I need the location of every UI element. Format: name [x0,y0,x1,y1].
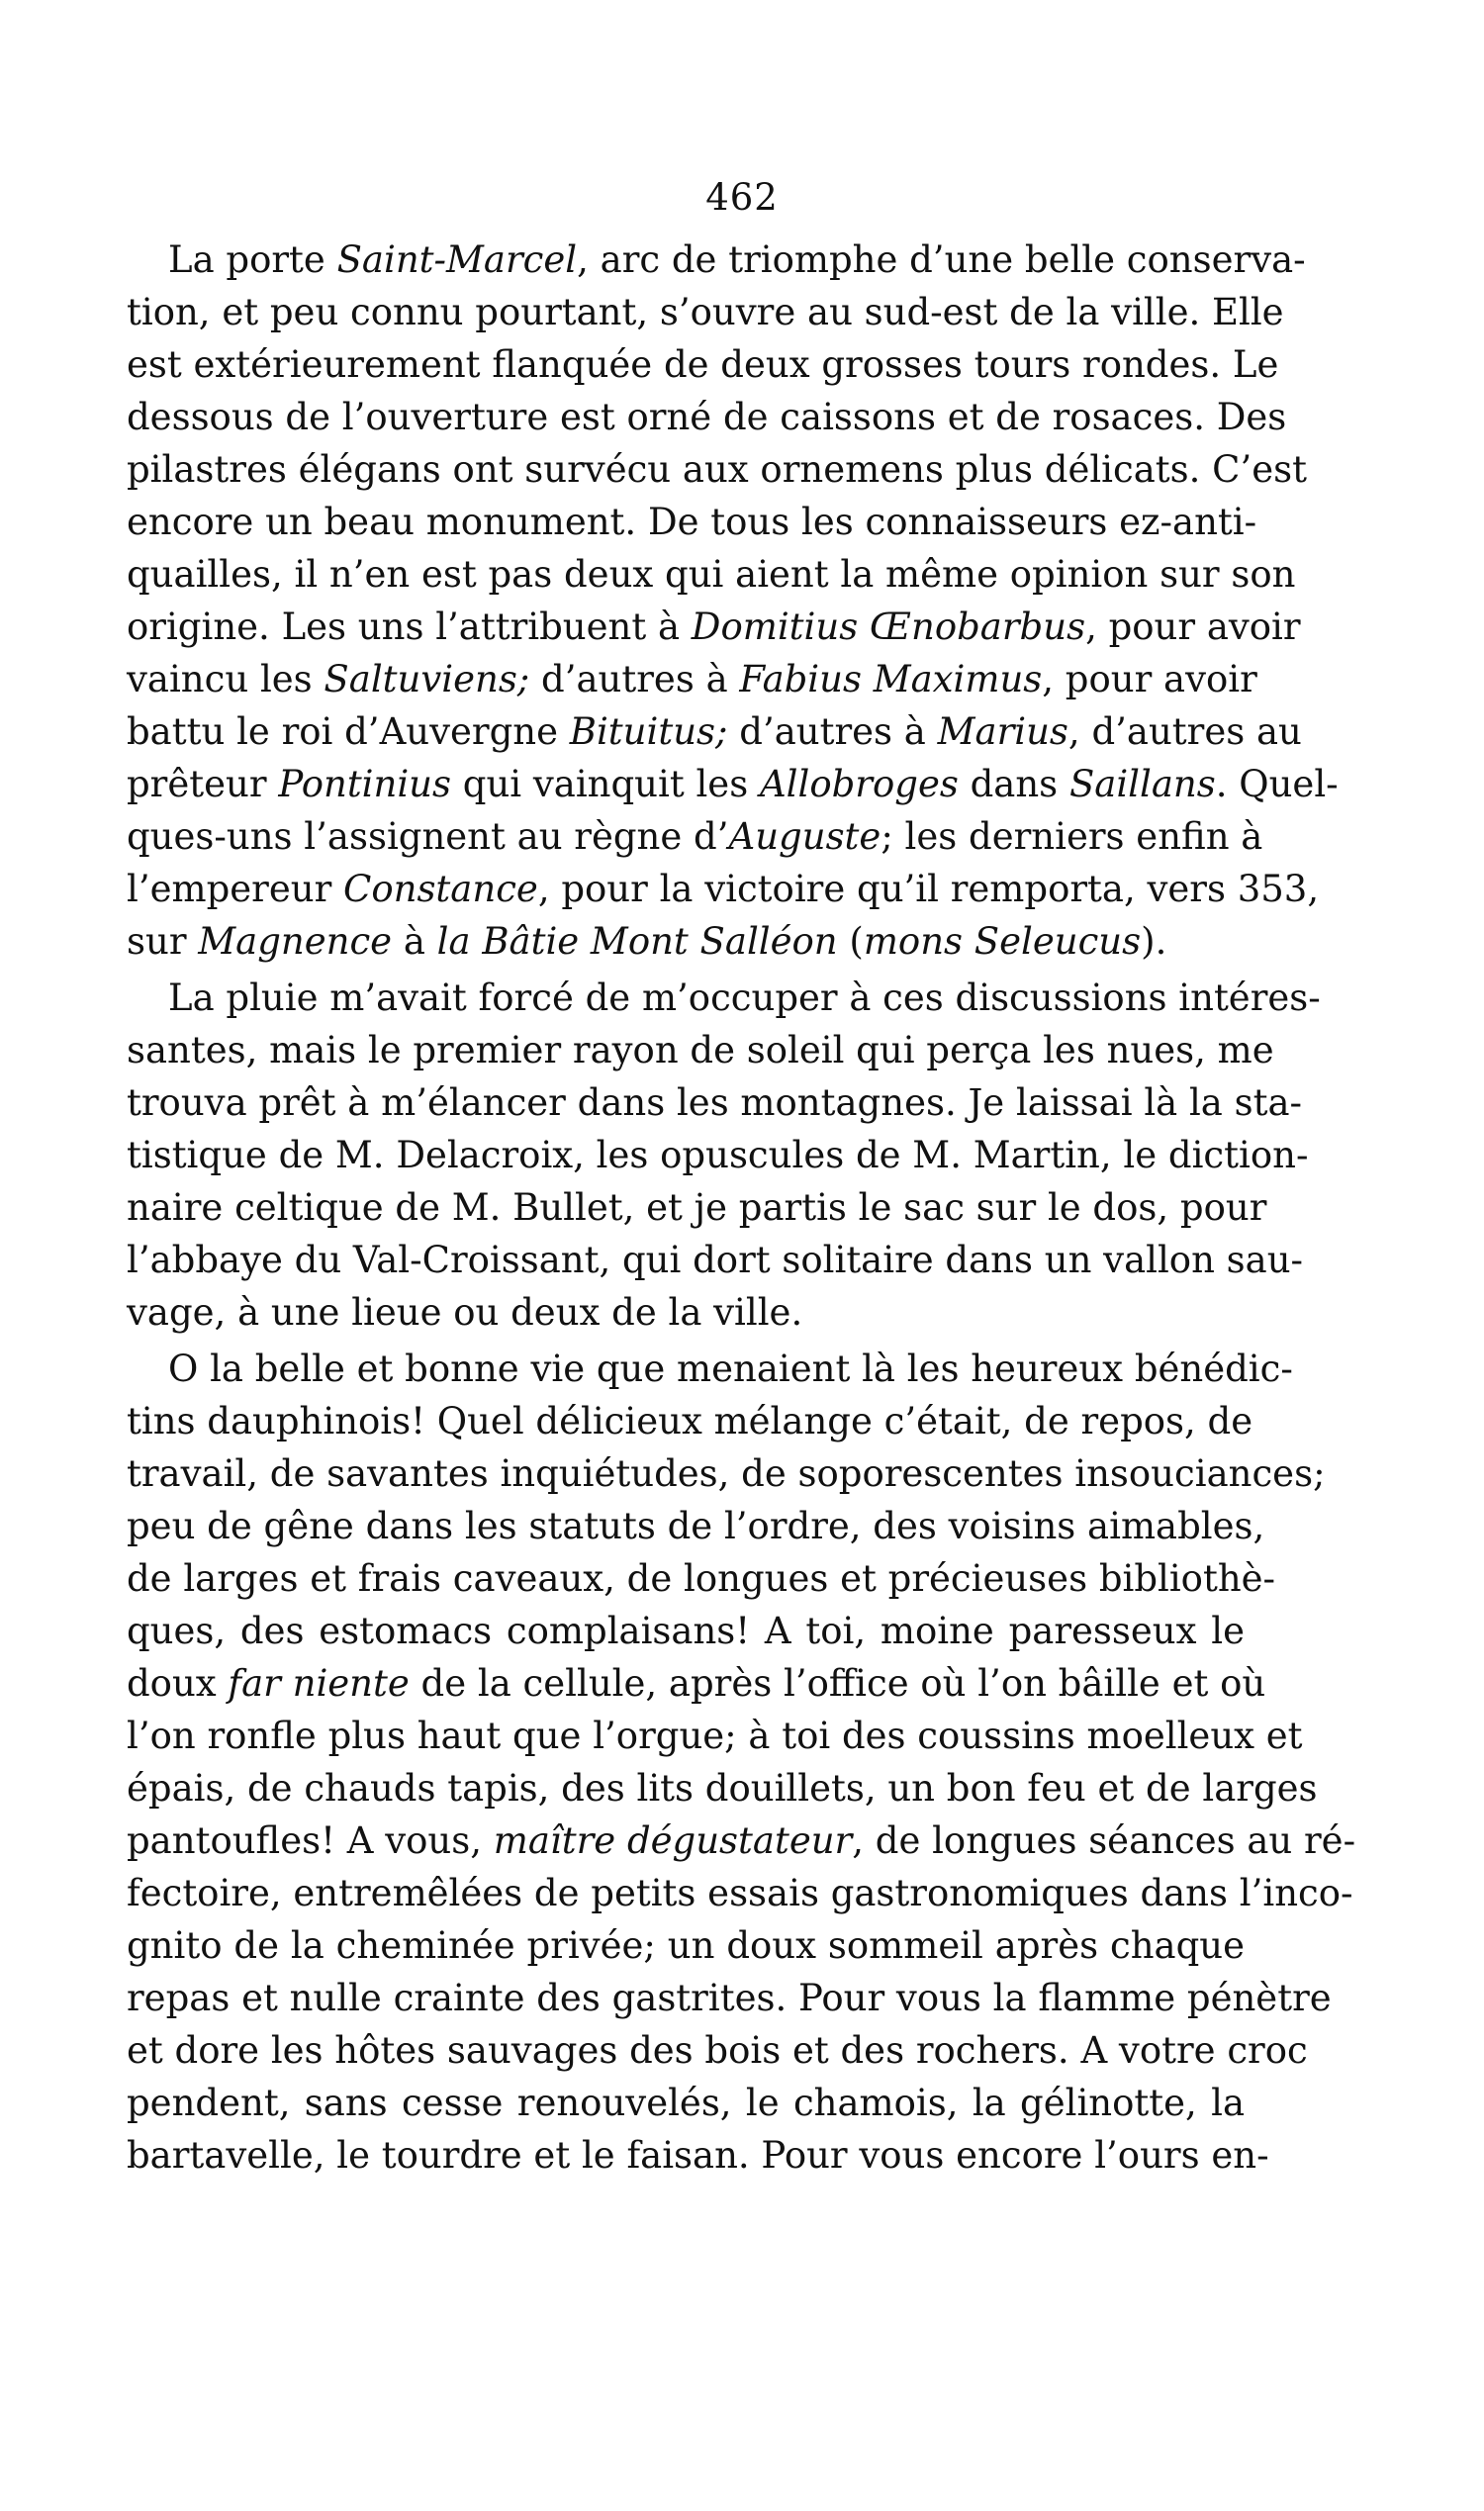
text-line [127,2129,1269,2182]
text-line [127,601,1301,653]
text-run: qui vainquit les [451,763,760,805]
paragraph [127,972,1321,1339]
italic-run: Saillans [1068,763,1216,805]
text-line [127,1286,1245,1339]
text-line [127,758,1339,810]
text-run: dans [958,763,1069,805]
text-run: . Quel- [1215,763,1339,805]
text-line [127,1024,1274,1076]
text-line [127,233,1306,286]
text-run: origine. Les uns l’attribuent à [127,605,692,648]
text-run: O la belle et bonne vie que menaient là les heureux bénédic- [168,1348,1293,1390]
text-line [127,1972,1332,2024]
text-line [127,1343,1293,1395]
text-run: santes, mais le premier rayon de soleil qui perça les nues, me [127,1029,1274,1071]
text-line [127,391,1287,443]
text-run: , arc de triomphe d’une belle conserva- [577,238,1306,281]
text-run: l’empereur [127,868,344,910]
text-line [127,1814,1356,1867]
text-run: battu le roi d’Auvergne [127,710,570,753]
text-line [127,1657,1266,1710]
italic-run: Allobroges [759,763,959,805]
text-line [127,863,1320,915]
italic-run: Domitius Œnobarbus [691,605,1086,648]
text-run: d’autres à [727,710,938,753]
text-run: La pluie m’avait forcé de m’occuper à ces discussions intéres- [168,976,1321,1019]
text-line [127,810,1263,863]
text-line [127,972,1321,1024]
text-run: gnito de la cheminée privée; un doux sommeil après chaque [127,1924,1245,1967]
italic-run: Fabius Maximus [739,658,1043,700]
text-line [127,1129,1309,1181]
text-run: de la cellule, après l’office où l’on bâille et où [409,1662,1266,1705]
text-line [127,548,1296,601]
text-run: doux [127,1662,229,1705]
text-run: est extérieurement flanquée de deux grosses tours rondes. Le [127,343,1279,386]
text-line [127,1500,1265,1552]
text-line [127,1605,1245,1657]
text-run: ( [837,920,864,963]
text-run: vaincu les [127,658,325,700]
text-run: , pour la victoire qu’il remporta, vers 353, [537,868,1320,910]
text-run: tistique de M. Delacroix, les opuscules de M. Martin, le diction- [127,1134,1309,1176]
text-run: quailles, il n’en est pas deux qui aient la même opinion sur son [127,553,1296,596]
paragraph [127,1343,1356,2182]
text-run: , de longues séances au ré- [852,1819,1356,1862]
text-run: pilastres élégans ont survécu aux ornemens plus délicats. C’est [127,448,1307,491]
text-line [127,1867,1353,1919]
text-run: de larges et frais caveaux, de longues et précieuses bibliothè- [127,1557,1276,1600]
text-run: pantoufles! A vous, [127,1819,494,1862]
text-run: La porte [168,238,337,281]
text-run: sur [127,920,199,963]
text-run: l’on ronfle plus haut que l’orgue; à toi des coussins moelleux et [127,1715,1303,1757]
text-run: travail, de savantes inquiétudes, de soporescentes insouciances; [127,1452,1326,1495]
text-line [127,1447,1326,1500]
text-line [127,338,1279,391]
text-run: repas et nulle crainte des gastrites. Pour vous la flamme pénètre [127,1977,1332,2019]
text-line [127,1762,1318,1814]
body-text [127,233,1356,2182]
italic-run: mons Seleucus [863,920,1142,963]
text-line [127,915,1245,968]
text-line [127,2024,1308,2077]
text-run: à [392,920,437,963]
text-run: bartavelle, le tourdre et le faisan. Pour vous encore l’ours en- [127,2134,1269,2177]
text-run: pendent, sans cesse renouvelés, le chamois, la gélinotte, la [127,2082,1245,2124]
italic-run: la Bâtie Mont Salléon [436,920,838,963]
text-line [127,1395,1253,1447]
text-run: épais, de chauds tapis, des lits douillets, un bon feu et de larges [127,1767,1318,1810]
text-line [127,653,1257,705]
italic-run: Marius [937,710,1068,753]
text-run: prêteur [127,763,279,805]
text-line [127,496,1257,548]
text-run: fectoire, entremêlées de petits essais gastronomiques dans l’inco- [127,1872,1353,1914]
text-run: peu de gêne dans les statuts de l’ordre, des voisins aimables, [127,1505,1265,1547]
text-run: trouva prêt à m’élancer dans les montagnes. Je laissai là la sta- [127,1081,1303,1124]
text-run: vage, à une lieue ou deux de la ville. [127,1291,803,1334]
italic-run: Constance [343,868,538,910]
text-run: d’autres à [529,658,740,700]
text-run: ). [1141,920,1167,963]
italic-run: Saint-Marcel [336,238,578,281]
italic-run: far niente [228,1662,410,1705]
text-line [127,1710,1303,1762]
text-run: encore un beau monument. De tous les connaisseurs ez-anti- [127,501,1257,543]
text-run: et dore les hôtes sauvages des bois et des rochers. A votre croc [127,2029,1308,2072]
text-run: dessous de l’ouverture est orné de caissons et de rosaces. Des [127,396,1287,438]
italic-run: Auguste [728,815,881,858]
italic-run: Pontinius [278,763,451,805]
text-run: , pour avoir [1085,605,1301,648]
text-line [127,1919,1245,1972]
text-line [127,1181,1267,1234]
text-run: ques-uns l’assignent au règne d’ [127,815,729,858]
italic-run: maître dégustateur [493,1819,853,1862]
italic-run: Saltuviens; [324,658,530,700]
text-run: ; les derniers enfin à [881,815,1263,858]
text-line [127,1552,1276,1605]
text-run: l’abbaye du Val-Croissant, qui dort solitaire dans un vallon sau- [127,1239,1304,1281]
text-run: naire celtique de M. Bullet, et je partis le sac sur le dos, pour [127,1186,1267,1229]
text-run: tion, et peu connu pourtant, s’ouvre au sud-est de la ville. Elle [127,291,1284,333]
text-run: , d’autres au [1067,710,1302,753]
text-line [127,1076,1303,1129]
text-line [127,2077,1245,2129]
text-line [127,286,1284,338]
text-run: , pour avoir [1042,658,1257,700]
text-run: ques, des estomacs complaisans! A toi, moine paresseux le [127,1610,1245,1652]
text-line [127,443,1307,496]
italic-run: Magnence [198,920,393,963]
text-line [127,1234,1304,1286]
page-number: 462 [705,176,779,219]
text-run: tins dauphinois! Quel délicieux mélange c’était, de repos, de [127,1400,1253,1442]
italic-run: Bituitus; [569,710,728,753]
paragraph [127,233,1339,968]
text-line [127,705,1302,758]
